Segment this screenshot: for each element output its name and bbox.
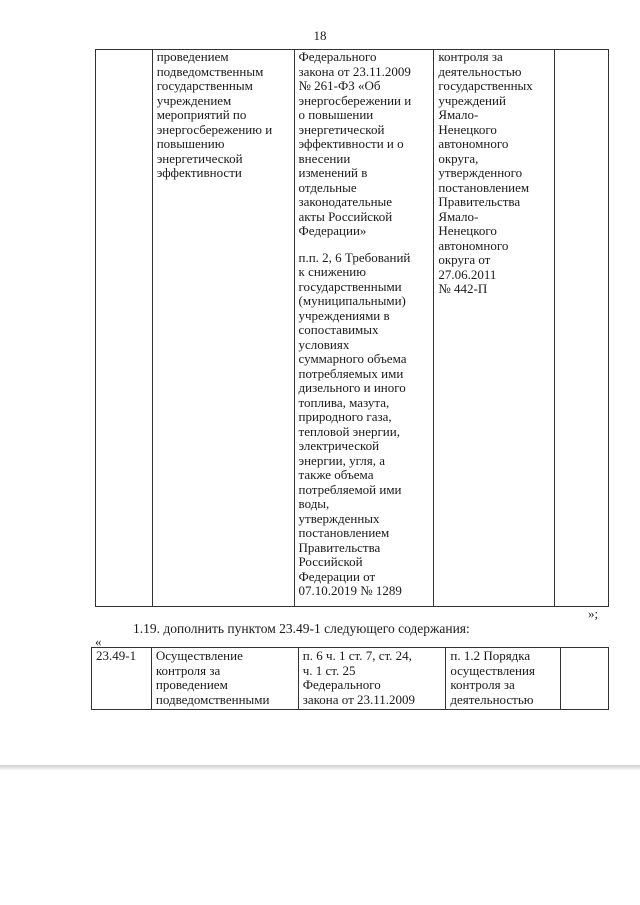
text-line: эффективности и о [298, 136, 404, 151]
text-line: электрической [298, 438, 380, 453]
text-line: Ямало- [438, 208, 479, 224]
text-line: повышению [156, 136, 225, 151]
cell-number [96, 50, 153, 607]
table-row [96, 50, 609, 607]
text-line: закона от 23.11.2009 [302, 691, 416, 707]
text-line: Федерации» [298, 223, 367, 238]
text-line: 07.10.2019 № 1289 [298, 583, 402, 598]
text-line: деятельностью [438, 63, 522, 79]
table-row [92, 648, 609, 710]
text-line: государственными [298, 278, 402, 294]
cell-empty [555, 50, 609, 607]
text-line: потребляемой ими [298, 481, 402, 497]
text-line: энергетической [298, 121, 385, 137]
text-line: государственных [438, 78, 533, 93]
text-line: Ненецкого [438, 121, 497, 137]
text-line: утвержденного [438, 165, 523, 180]
text-line: законодательные [298, 194, 393, 209]
text-line: природного газа, [298, 409, 392, 424]
cell-regulation [446, 648, 561, 710]
text-line: изменений в [298, 165, 368, 180]
text-line: ч. 1 ст. 25 [302, 662, 356, 678]
text-line: Правительства [298, 539, 381, 555]
text-line: Российской [298, 554, 363, 569]
text-line: № 442-П [438, 281, 488, 296]
description-text [157, 50, 290, 181]
cell-number [92, 648, 152, 710]
text-line: учреждений [438, 92, 506, 108]
paragraph-gap [299, 239, 430, 251]
opening-quote: « [95, 634, 102, 649]
text-line: условиях [298, 336, 350, 352]
regulation-text [438, 50, 550, 297]
text-line: контроля за [450, 677, 515, 692]
text-line: Правительства [438, 194, 521, 209]
text-line: топлива, мазута, [298, 394, 390, 410]
text-line: п. 1.2 Порядка [450, 648, 531, 663]
text-line: проведением [156, 49, 229, 64]
text-line: закона от 23.11.2009 [298, 63, 411, 79]
text-line: п. 6 ч. 1 ст. 7, ст. 24, [302, 648, 412, 663]
text-line: энергии, угля, а [298, 452, 385, 468]
text-line: государственным [156, 78, 253, 93]
text-line: внесении [298, 150, 351, 166]
text-line: также объема [298, 467, 374, 482]
closing-quote: »; [588, 606, 599, 621]
text-line: контроля за [438, 49, 503, 64]
text-line: утвержденных [298, 510, 380, 526]
text-line: постановлением [438, 179, 530, 195]
text-line: сопоставимых [298, 322, 379, 337]
text-line: учреждением [156, 92, 232, 108]
text-line: Федерального [298, 49, 377, 64]
text-line: потребляемых ими [298, 365, 404, 381]
text-line: мероприятий по [156, 107, 247, 122]
text-line: № 261-ФЗ «Об [298, 78, 381, 93]
text-line: округа от [438, 252, 491, 267]
cell-regulation [434, 50, 555, 607]
text-line: осуществления [450, 662, 535, 678]
text-line: эффективности [156, 165, 242, 180]
text-line: (муниципальными) [298, 293, 406, 308]
continuation-table [95, 49, 609, 607]
text-line: энергосбережении и [298, 92, 412, 108]
text-line: акты Российской [298, 208, 393, 224]
legal-basis-text-2 [299, 251, 430, 599]
text-line: Ямало- [438, 107, 479, 122]
text-line: автономного [438, 136, 509, 151]
text-line: энергосбережению и [156, 121, 273, 137]
text-line: отдельные [298, 179, 357, 195]
legal-basis-text [303, 649, 442, 707]
amendment-paragraph: 1.19. дополнить пунктом 23.49-1 следующего содержания: [133, 621, 470, 636]
text-line: 27.06.2011 [438, 266, 497, 282]
scan-blank-area [0, 770, 640, 905]
text-line: Осуществление [155, 648, 243, 663]
text-line: контроля за [155, 662, 221, 678]
description-text [156, 649, 294, 707]
text-line: постановлением [298, 525, 390, 540]
text-line: дизельного и иного [298, 380, 406, 395]
text-line: Ненецкого [438, 223, 497, 238]
cell-description [151, 648, 298, 710]
text-line: учреждениями в [298, 307, 390, 323]
legal-basis-text-1 [299, 50, 430, 239]
new-item-table [91, 647, 609, 710]
regulation-text [450, 649, 556, 707]
cell-empty [561, 648, 609, 710]
cell-legal-basis [294, 50, 434, 607]
text-line: подведомственным [156, 63, 264, 79]
text-line: энергетической [156, 150, 243, 166]
cell-legal-basis [298, 648, 446, 710]
text-line: Федерации от [298, 568, 376, 584]
text-line: округа, [438, 150, 479, 166]
page-number: 18 [313, 28, 327, 43]
text-line: подведомственными [155, 691, 270, 707]
text-line: автономного [438, 237, 509, 253]
text-line: воды, [298, 496, 330, 511]
row-number: 23.49-1 [96, 648, 137, 663]
text-line: суммарного объема [298, 351, 407, 366]
text-line: проведением [155, 677, 228, 692]
cell-description [152, 50, 294, 607]
text-line: деятельностью [450, 691, 534, 707]
text-line: Федерального [302, 677, 381, 692]
text-line: п.п. 2, 6 Требований [298, 249, 411, 265]
text-line: о повышении [298, 107, 374, 122]
text-line: тепловой энергии, [298, 423, 400, 439]
text-line: к снижению [298, 264, 366, 279]
